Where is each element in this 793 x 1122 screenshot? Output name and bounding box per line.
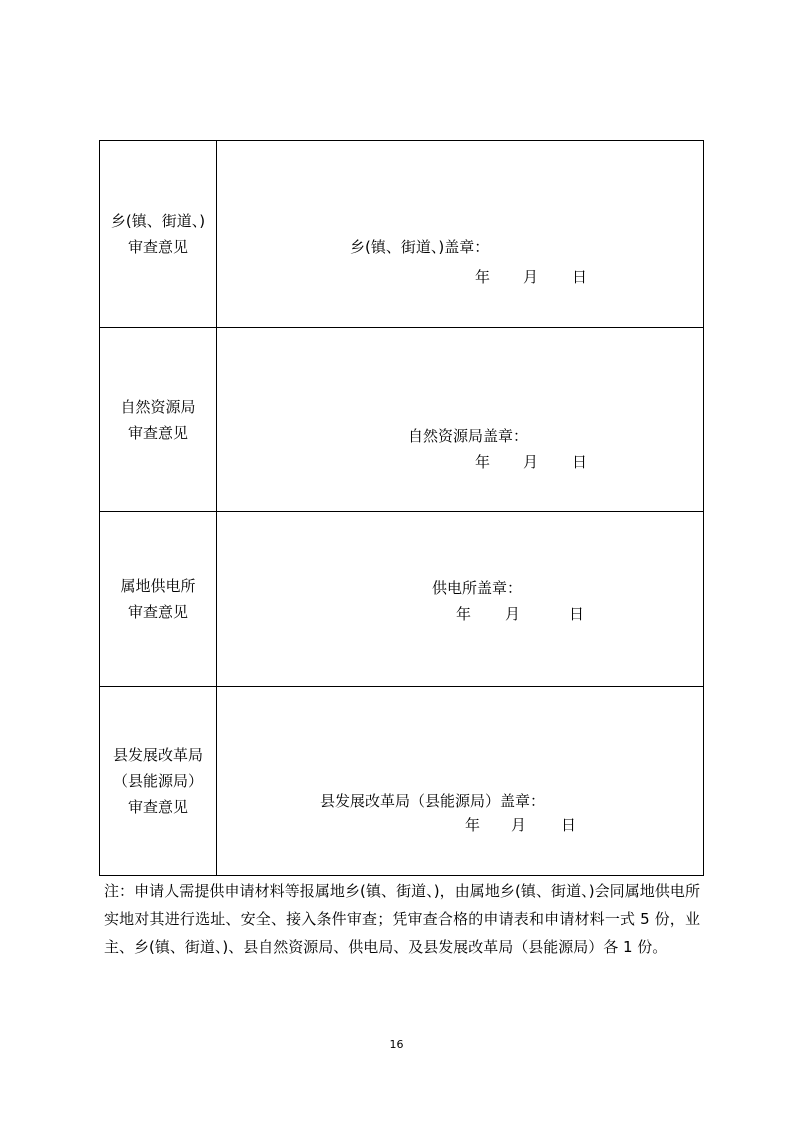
stamp-label: 自然资源局盖章：	[408, 427, 529, 445]
date-month: 月	[511, 816, 527, 834]
row-label	[100, 512, 217, 686]
row-content	[217, 141, 703, 327]
date-day: 日	[569, 605, 585, 623]
stamp-label: 乡(镇、街道、)盖章：	[350, 238, 490, 256]
label-line: 自然资源局	[120, 397, 196, 416]
label-line: 审查意见	[127, 238, 188, 256]
row-content	[217, 512, 703, 686]
label-line: 属地供电所	[120, 577, 196, 595]
date-year: 年	[456, 605, 472, 623]
row-label	[100, 687, 217, 875]
page-number: 16	[389, 1038, 404, 1051]
row-label	[100, 328, 217, 511]
row-power-supply	[100, 512, 703, 687]
review-table	[99, 140, 704, 876]
date-day: 日	[572, 268, 588, 286]
date-day: 日	[561, 816, 577, 834]
row-township	[100, 141, 703, 328]
date-month: 月	[523, 453, 539, 471]
label-line: 县发展改革局	[112, 746, 203, 764]
stamp-label: 县发展改革局（县能源局）盖章：	[320, 792, 546, 810]
row-content	[217, 328, 703, 511]
label-line: 审查意见	[127, 603, 188, 621]
row-natural-resources	[100, 328, 703, 512]
date-day: 日	[572, 453, 588, 471]
label-line: 审查意见	[127, 798, 188, 816]
label-line: 乡(镇、街道、)	[110, 212, 206, 230]
label-line: （县能源局）	[112, 772, 203, 790]
date-year: 年	[475, 453, 491, 471]
date-year: 年	[475, 268, 491, 286]
row-content	[217, 687, 703, 875]
footnote: 注：申请人需提供申请材料等报属地乡(镇、街道、)，由属地乡(镇、街道、)会同属地供电所实地对其进行选址、安全、接入条件审查；凭审查合格的申请表和申请材料一式 5 份，业主、乡(镇、街道、)、县自然资源局、供电局、及县发展改革局（县能源局）各 1 份。	[104, 882, 700, 956]
row-label	[100, 141, 217, 327]
date-month: 月	[505, 605, 521, 623]
row-development-reform	[100, 687, 703, 875]
stamp-label: 供电所盖章：	[432, 579, 523, 597]
date-month: 月	[523, 268, 539, 286]
date-year: 年	[465, 816, 481, 834]
label-line: 审查意见	[127, 423, 188, 442]
